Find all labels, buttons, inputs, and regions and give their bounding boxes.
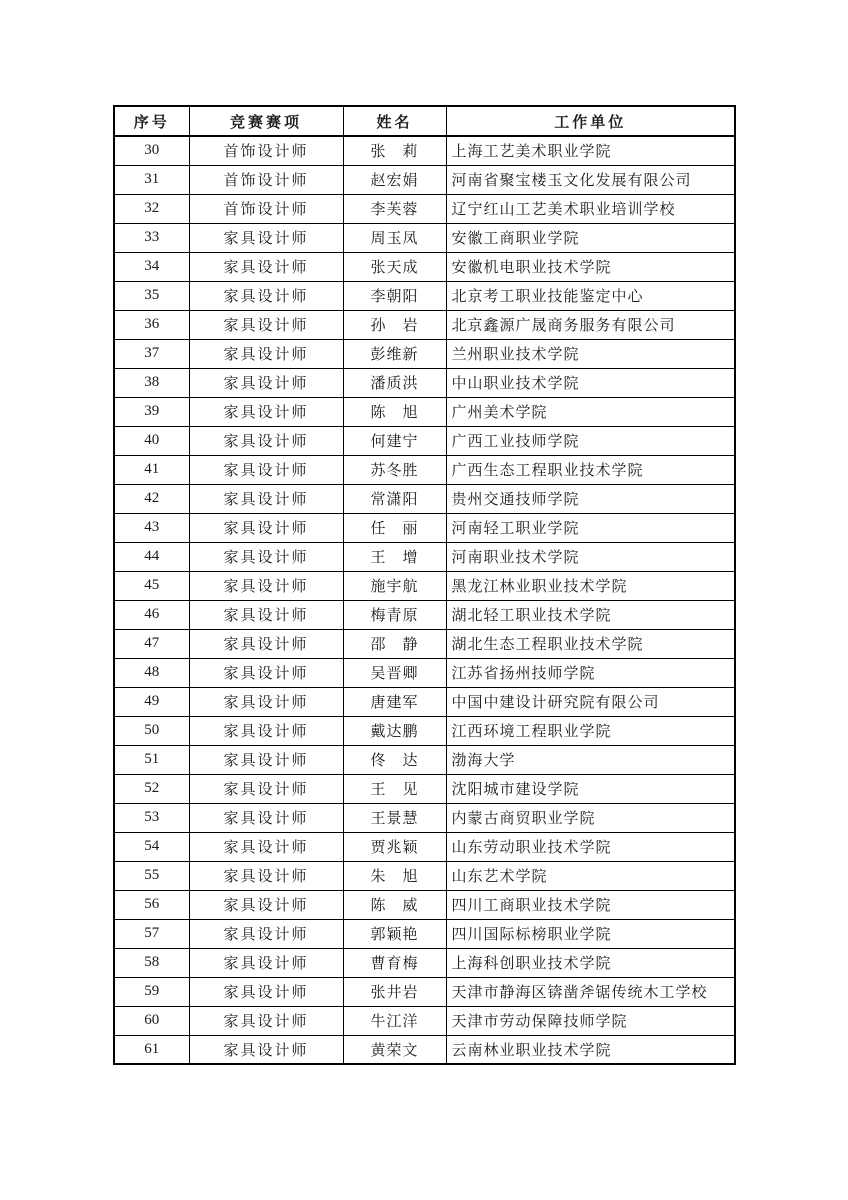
table-row [114,977,735,1006]
table-row [114,310,735,339]
cell-serial-number: 44 [114,542,189,571]
cell-work-unit: 上海科创职业技术学院 [446,948,735,977]
cell-name: 佟 达 [343,745,446,774]
header-work-unit: 工作单位 [446,106,735,136]
cell-work-unit: 渤海大学 [446,745,735,774]
cell-name: 孙 岩 [343,310,446,339]
cell-serial-number: 46 [114,600,189,629]
cell-work-unit: 云南林业职业技术学院 [446,1035,735,1064]
cell-name: 周玉凤 [343,223,446,252]
cell-serial-number: 52 [114,774,189,803]
cell-work-unit: 广西工业技师学院 [446,426,735,455]
table-row [114,687,735,716]
cell-work-unit: 四川国际标榜职业学院 [446,919,735,948]
table-row [114,426,735,455]
table-row [114,629,735,658]
table-row [114,948,735,977]
cell-serial-number: 34 [114,252,189,281]
cell-competition-event: 家具设计师 [189,571,343,600]
table-row [114,861,735,890]
cell-name: 陈 旭 [343,397,446,426]
cell-name: 王 见 [343,774,446,803]
cell-competition-event: 家具设计师 [189,223,343,252]
table-row [114,890,735,919]
table-row [114,658,735,687]
cell-name: 张 莉 [343,136,446,165]
cell-competition-event: 家具设计师 [189,1006,343,1035]
table-row [114,368,735,397]
cell-work-unit: 山东艺术学院 [446,861,735,890]
cell-serial-number: 51 [114,745,189,774]
cell-work-unit: 湖北轻工职业技术学院 [446,600,735,629]
table-row [114,136,735,165]
header-name: 姓名 [343,106,446,136]
cell-work-unit: 山东劳动职业技术学院 [446,832,735,861]
cell-work-unit: 广西生态工程职业技术学院 [446,455,735,484]
cell-name: 赵宏娟 [343,165,446,194]
cell-name: 潘质洪 [343,368,446,397]
cell-work-unit: 安徽工商职业学院 [446,223,735,252]
table-row [114,339,735,368]
cell-competition-event: 家具设计师 [189,948,343,977]
cell-name: 黄荣文 [343,1035,446,1064]
cell-name: 李芙蓉 [343,194,446,223]
cell-name: 王景慧 [343,803,446,832]
cell-work-unit: 湖北生态工程职业技术学院 [446,629,735,658]
cell-serial-number: 61 [114,1035,189,1064]
cell-work-unit: 上海工艺美术职业学院 [446,136,735,165]
cell-serial-number: 59 [114,977,189,1006]
cell-serial-number: 36 [114,310,189,339]
table-row [114,774,735,803]
cell-serial-number: 48 [114,658,189,687]
cell-serial-number: 47 [114,629,189,658]
table-row [114,252,735,281]
cell-work-unit: 江西环境工程职业学院 [446,716,735,745]
table-row [114,716,735,745]
cell-serial-number: 40 [114,426,189,455]
cell-serial-number: 54 [114,832,189,861]
table-row [114,571,735,600]
cell-work-unit: 辽宁红山工艺美术职业培训学校 [446,194,735,223]
cell-competition-event: 家具设计师 [189,832,343,861]
table-row [114,281,735,310]
header-row [114,106,735,136]
cell-work-unit: 中国中建设计研究院有限公司 [446,687,735,716]
table-row [114,919,735,948]
cell-name: 施宇航 [343,571,446,600]
cell-name: 郭颖艳 [343,919,446,948]
table-body [114,136,735,1064]
cell-serial-number: 56 [114,890,189,919]
cell-name: 梅青原 [343,600,446,629]
cell-competition-event: 家具设计师 [189,281,343,310]
cell-competition-event: 家具设计师 [189,977,343,1006]
cell-name: 贾兆颖 [343,832,446,861]
cell-work-unit: 贵州交通技师学院 [446,484,735,513]
cell-serial-number: 50 [114,716,189,745]
cell-name: 吴晋卿 [343,658,446,687]
cell-competition-event: 家具设计师 [189,339,343,368]
cell-name: 李朝阳 [343,281,446,310]
cell-name: 朱 旭 [343,861,446,890]
cell-work-unit: 广州美术学院 [446,397,735,426]
cell-name: 曹育梅 [343,948,446,977]
cell-serial-number: 37 [114,339,189,368]
cell-serial-number: 35 [114,281,189,310]
cell-competition-event: 首饰设计师 [189,136,343,165]
cell-serial-number: 42 [114,484,189,513]
cell-work-unit: 天津市静海区锛凿斧锯传统木工学校 [446,977,735,1006]
cell-name: 张井岩 [343,977,446,1006]
cell-competition-event: 家具设计师 [189,542,343,571]
cell-serial-number: 58 [114,948,189,977]
cell-work-unit: 沈阳城市建设学院 [446,774,735,803]
cell-competition-event: 首饰设计师 [189,194,343,223]
cell-competition-event: 家具设计师 [189,310,343,339]
cell-name: 邵 静 [343,629,446,658]
table-row [114,223,735,252]
cell-competition-event: 家具设计师 [189,803,343,832]
cell-serial-number: 41 [114,455,189,484]
table-row [114,832,735,861]
cell-competition-event: 家具设计师 [189,629,343,658]
cell-serial-number: 45 [114,571,189,600]
table-row [114,165,735,194]
cell-competition-event: 家具设计师 [189,919,343,948]
cell-work-unit: 兰州职业技术学院 [446,339,735,368]
cell-serial-number: 30 [114,136,189,165]
cell-competition-event: 家具设计师 [189,455,343,484]
cell-name: 牛江洋 [343,1006,446,1035]
cell-competition-event: 家具设计师 [189,774,343,803]
cell-serial-number: 33 [114,223,189,252]
cell-competition-event: 家具设计师 [189,397,343,426]
cell-serial-number: 31 [114,165,189,194]
cell-work-unit: 江苏省扬州技师学院 [446,658,735,687]
cell-name: 王 增 [343,542,446,571]
cell-name: 戴达鹏 [343,716,446,745]
cell-serial-number: 60 [114,1006,189,1035]
table-row [114,745,735,774]
cell-work-unit: 北京考工职业技能鉴定中心 [446,281,735,310]
cell-competition-event: 家具设计师 [189,252,343,281]
cell-competition-event: 家具设计师 [189,658,343,687]
cell-name: 陈 威 [343,890,446,919]
cell-name: 唐建军 [343,687,446,716]
cell-competition-event: 家具设计师 [189,600,343,629]
cell-competition-event: 家具设计师 [189,1035,343,1064]
table-row [114,1035,735,1064]
cell-work-unit: 四川工商职业技术学院 [446,890,735,919]
cell-serial-number: 55 [114,861,189,890]
cell-competition-event: 家具设计师 [189,484,343,513]
cell-competition-event: 首饰设计师 [189,165,343,194]
cell-work-unit: 安徽机电职业技术学院 [446,252,735,281]
cell-serial-number: 53 [114,803,189,832]
cell-competition-event: 家具设计师 [189,368,343,397]
table-row [114,542,735,571]
cell-competition-event: 家具设计师 [189,716,343,745]
table-header [114,106,735,136]
table-row [114,1006,735,1035]
cell-serial-number: 43 [114,513,189,542]
cell-name: 何建宁 [343,426,446,455]
cell-serial-number: 38 [114,368,189,397]
cell-work-unit: 内蒙古商贸职业学院 [446,803,735,832]
cell-work-unit: 河南轻工职业学院 [446,513,735,542]
cell-name: 苏冬胜 [343,455,446,484]
cell-name: 任 丽 [343,513,446,542]
cell-competition-event: 家具设计师 [189,890,343,919]
cell-name: 张天成 [343,252,446,281]
table-row [114,484,735,513]
cell-serial-number: 57 [114,919,189,948]
table-row [114,397,735,426]
cell-competition-event: 家具设计师 [189,745,343,774]
cell-competition-event: 家具设计师 [189,426,343,455]
cell-serial-number: 32 [114,194,189,223]
table-row [114,803,735,832]
cell-work-unit: 中山职业技术学院 [446,368,735,397]
cell-work-unit: 黑龙江林业职业技术学院 [446,571,735,600]
table-row [114,194,735,223]
cell-competition-event: 家具设计师 [189,687,343,716]
competition-roster-table [113,105,736,1065]
table-row [114,513,735,542]
header-serial-number: 序号 [114,106,189,136]
header-competition-event: 竞赛赛项 [189,106,343,136]
cell-competition-event: 家具设计师 [189,861,343,890]
cell-work-unit: 天津市劳动保障技师学院 [446,1006,735,1035]
cell-work-unit: 北京鑫源广晟商务服务有限公司 [446,310,735,339]
cell-serial-number: 39 [114,397,189,426]
cell-competition-event: 家具设计师 [189,513,343,542]
cell-work-unit: 河南职业技术学院 [446,542,735,571]
cell-serial-number: 49 [114,687,189,716]
table-row [114,455,735,484]
table-row [114,600,735,629]
cell-name: 常潇阳 [343,484,446,513]
cell-work-unit: 河南省聚宝楼玉文化发展有限公司 [446,165,735,194]
cell-name: 彭维新 [343,339,446,368]
